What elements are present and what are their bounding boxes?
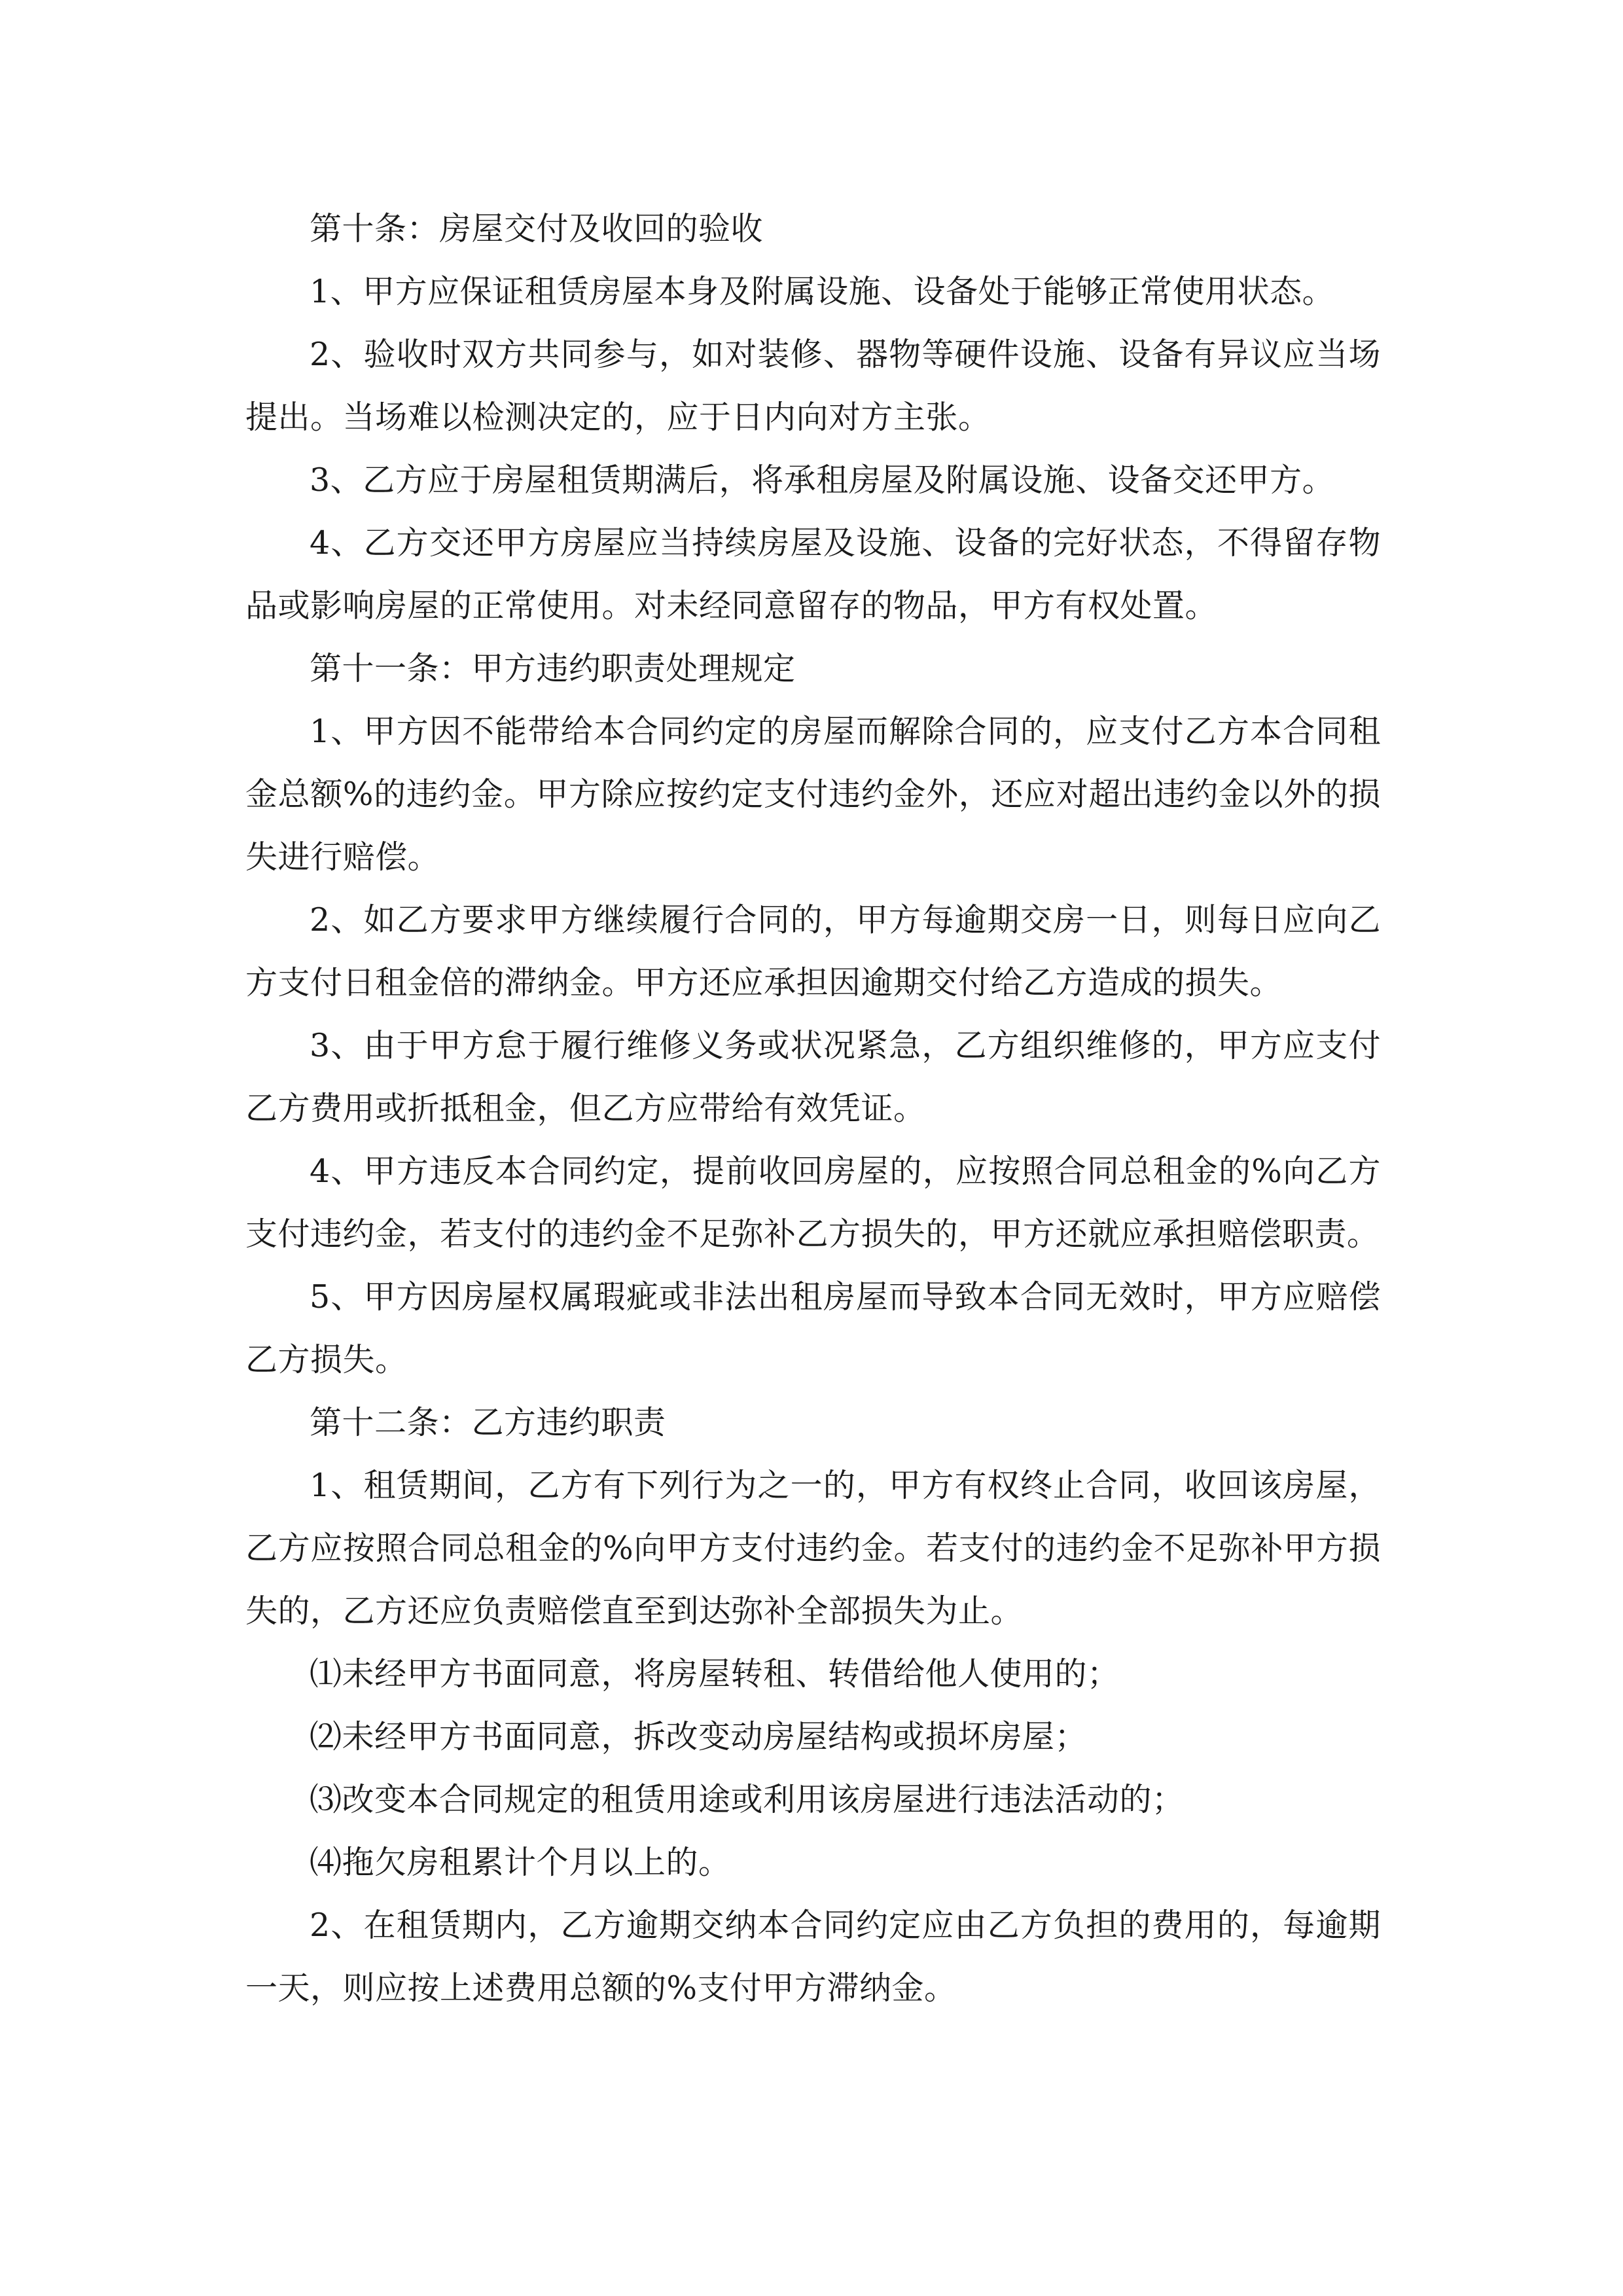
article-10-clause-2: 2、验收时双方共同参与，如对装修、器物等硬件设施、设备有异议应当场提出。当场难以检测决定的，应于日内向对方主张。 [245, 336, 1381, 436]
article-10-heading: 第十条：房屋交付及收回的验收 [310, 210, 764, 247]
article-11-clause-1: 1、甲方因不能带给本合同约定的房屋而解除合同的，应支付乙方本合同租金总额%的违约金。甲方除应按约定支付违约金外，还应对超出违约金以外的损失进行赔偿。 [245, 713, 1381, 876]
article-12-item-2: ⑵未经甲方书面同意，拆改变动房屋结构或损坏房屋； [310, 1718, 1088, 1755]
article-11-heading: 第十一条：甲方违约职责处理规定 [310, 650, 796, 687]
article-11-clause-5: 5、甲方因房屋权属瑕疵或非法出租房屋而导致本合同无效时，甲方应赔偿乙方损失。 [245, 1278, 1381, 1378]
article-11-clause-4: 4、甲方违反本合同约定，提前收回房屋的，应按照合同总租金的%向乙方支付违约金，若支付的违约金不足弥补乙方损失的，甲方还就应承担赔偿职责。 [245, 1153, 1381, 1253]
article-11-clause-3: 3、由于甲方怠于履行维修义务或状况紧急，乙方组织维修的，甲方应支付乙方费用或折抵租金，但乙方应带给有效凭证。 [245, 1027, 1381, 1127]
article-12-item-3: ⑶改变本合同规定的租赁用途或利用该房屋进行违法活动的； [310, 1781, 1185, 1818]
article-12-clause-2: 2、在租赁期内，乙方逾期交纳本合同约定应由乙方负担的费用的，每逾期一天，则应按上述费用总额的%支付甲方滞纳金。 [245, 1907, 1381, 2007]
article-11-clause-2: 2、如乙方要求甲方继续履行合同的，甲方每逾期交房一日，则每日应向乙方支付日租金倍的滞纳金。甲方还应承担因逾期交付给乙方造成的损失。 [245, 901, 1381, 1001]
article-12-item-1: ⑴未经甲方书面同意，将房屋转租、转借给他人使用的； [310, 1655, 1120, 1693]
document-body [245, 198, 1381, 2020]
article-10-clause-3: 3、乙方应于房屋租赁期满后，将承租房屋及附属设施、设备交还甲方。 [310, 461, 1335, 499]
article-10-clause-1: 1、甲方应保证租赁房屋本身及附属设施、设备处于能够正常使用状态。 [310, 273, 1335, 310]
article-10-clause-4: 4、乙方交还甲方房屋应当持续房屋及设施、设备的完好状态，不得留存物品或影响房屋的正常使用。对未经同意留存的物品，甲方有权处置。 [245, 524, 1381, 624]
article-12-item-4: ⑷拖欠房租累计个月以上的。 [310, 1844, 731, 1881]
article-12-heading: 第十二条：乙方违约职责 [310, 1404, 666, 1441]
article-12-clause-1: 1、租赁期间，乙方有下列行为之一的，甲方有权终止合同，收回该房屋，乙方应按照合同总租金的%向甲方支付违约金。若支付的违约金不足弥补甲方损失的，乙方还应负责赔偿直至到达弥补全部损失为止。 [245, 1467, 1381, 1630]
